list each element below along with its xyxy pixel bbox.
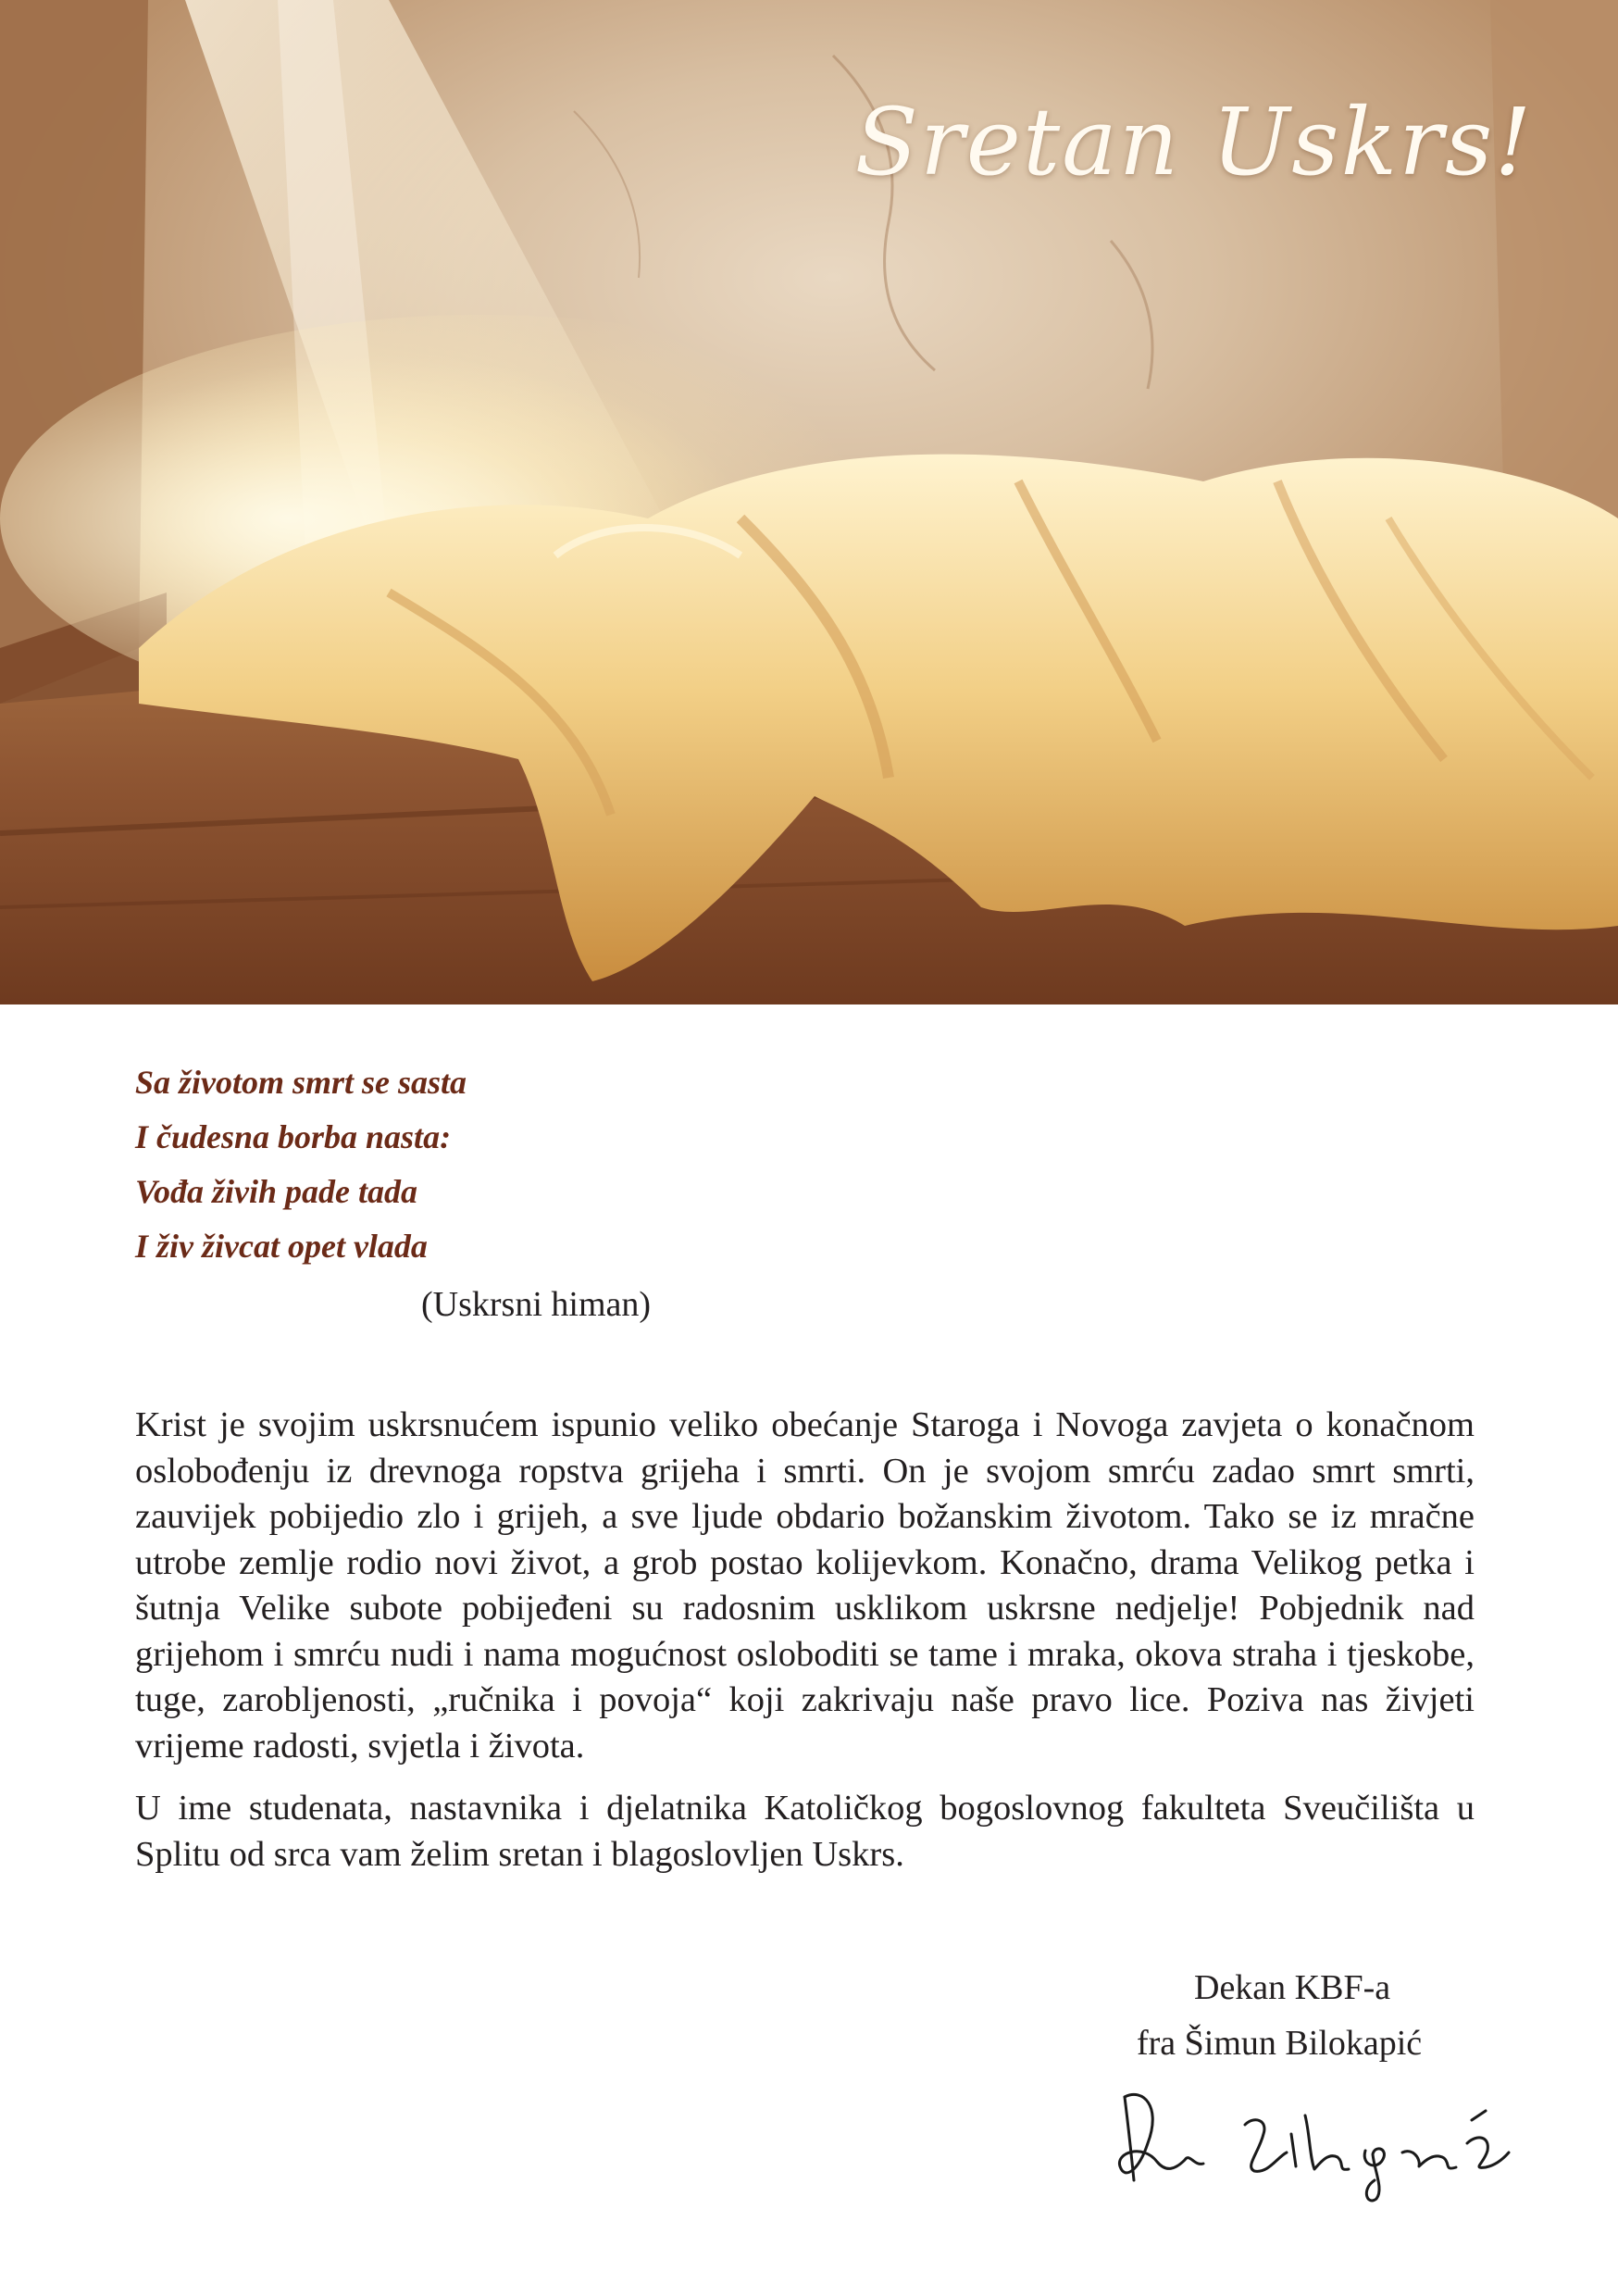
poem-source: (Uskrsni himan) — [421, 1285, 652, 1324]
signoff-title: Dekan KBF-a — [1194, 1968, 1391, 2007]
handwritten-signature — [1106, 2078, 1513, 2208]
poem-line: I čudesna borba nasta: — [135, 1118, 452, 1155]
greeting-title: Sretan Uskrs! — [854, 88, 1534, 196]
hero-image — [0, 0, 1618, 1004]
poem — [135, 1055, 467, 1274]
body-paragraph: Krist je svojim uskrsnućem ispunio veliko obećanje Staroga i Novoga zavjeta o konačnom oslobođenju iz drevnoga ropstva grijeha i smrti. On je svojom smrću zadao smrt smrti, zauvijek pobijedio zlo i grijeh, a sve ljude obdario božanskim životom. Tako se iz mračne utrobe zemlje rodio novi život, a grob postao kolijevkom. Konačno, drama Velikog petka i šutnja Velike subote pobijeđeni su radosnim usklikom uskrsne nedjelje! Pobjednik nad grijehom i smrću nudi i nama mogućnost osloboditi se tame i mraka, okova straha i tjeskobe, tuge, zarobljenosti, „ručnika i povoja“ koji zakrivaju naše pravo lice. Poziva nas živjeti vrijeme radosti, svjetla i života. — [135, 1405, 1475, 1766]
poem-line: Vođa živih pade tada — [135, 1173, 418, 1210]
body-paragraph: U ime studenata, nastavnika i djelatnika Katoličkog bogoslovnog fakulteta Sveučilišta u Splitu od srca vam želim sretan i blagoslovljen Uskrs. — [135, 1789, 1475, 1874]
poem-line: Sa životom smrt se sasta — [135, 1064, 467, 1101]
signoff-name: fra Šimun Bilokapić — [1137, 2024, 1423, 2063]
letter-body — [135, 1403, 1475, 1894]
poem-line: I živ živcat opet vlada — [135, 1228, 428, 1265]
